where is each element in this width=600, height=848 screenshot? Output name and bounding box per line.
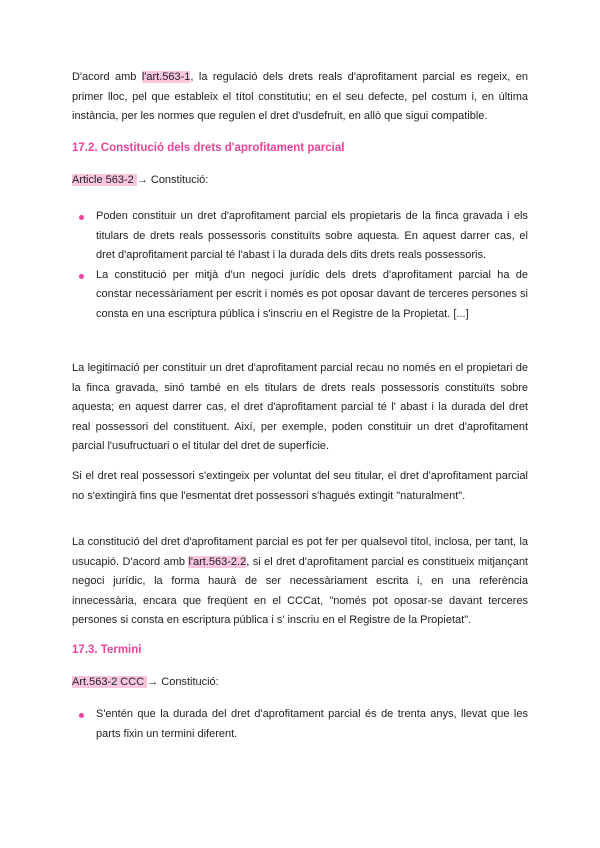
article-reference [72,673,528,693]
text: La constitució per mitjà d'un negoci jurídic dels drets d'aprofitament parcial ha de constar necessàriament per escrit i només es pot oposar davant de terceres persones si consta en una escriptura pública i s'inscriu en el Registre de la Propietat. [...] [96,268,528,320]
text: , la regulació dels drets reals d'aprofitament parcial es regeix, en primer lloc, pel que estableix el títol constitutiu; en el seu defecte, pel costum i, en última instància, per les normes que regulen el dret d'usdefruit, en allò que sigui compatible. [72,71,528,123]
bullet-list [72,207,528,325]
text: Poden constituir un dret d'aprofitament parcial els propietaris de la finca gravada i els titulars de drets reals possessoris constituïts sobre aquesta. En aquest darrer cas, el dret d'aprofitament parcial té l'abast i la durada dels dits drets reals possessoris. [96,210,528,262]
paragraph [72,533,528,631]
bullet-list [72,705,528,744]
text: La constitució del dret d'aprofitament parcial es pot fer per qualsevol títol, inclosa, per tant, la usucapió. D'acord amb [72,536,528,568]
section-heading: 17.2. Constitució dels drets d'aprofitament parcial [72,142,345,154]
article-link[interactable]: l'art.563-1 [141,71,191,83]
text: Constitució: [158,676,219,688]
text: S'entén que la durada del dret d'aprofitament parcial és de trenta anys, llevat que les parts fixin un termini diferent. [96,708,528,740]
arrow-icon: → [136,174,148,186]
list-item [72,705,528,744]
bullet-icon [79,713,84,718]
list-item [72,266,528,325]
text: , si el dret d'aprofitament parcial es constitueix mitjançant negoci jurídic, la forma haurà de ser necessàriament escrita i, en una referència innecessària, encara que freqüent en el CCCat, "només pot oposar-se davant terceres persones si consta en escriptura pública i s' inscriu en el Registre de la Propietat". [72,555,528,627]
paragraph: Si el dret real possessori s'extingeix per voluntat del seu titular, el dret d'aprofitament parcial no s'extingirà fins que l'esmentat dret possessori s'hagués extingit "naturalment". [72,470,528,502]
list-item [72,207,528,266]
article-link[interactable]: l'art.563-2.2 [188,555,247,568]
text: D'acord amb [72,71,142,83]
text: Constitució: [147,174,209,186]
article-link[interactable]: Art.563-2 CCC [72,676,148,688]
article-link[interactable]: Article 563-2 [72,174,137,186]
bullet-icon [79,215,84,220]
bullet-icon [79,274,84,279]
article-reference [72,171,528,191]
paragraph: La legitimació per constituir un dret d'aprofitament parcial recau no només en el propietari de la finca gravada, sinó també en els titulars de drets reals possessoris constituïts sobre aquesta; en aquest darrer cas, el dret d'aprofitament parcial té l' abast i la durada del dret real possessori del constituent. Així, per exemple, poden constituir un dret d'aprofitament parcial l'usufructuari o el titular del dret de superfície. [72,362,528,453]
paragraph-intro [72,68,528,127]
section-heading: 17.3. Termini [72,644,142,656]
arrow-icon: → [147,676,159,688]
